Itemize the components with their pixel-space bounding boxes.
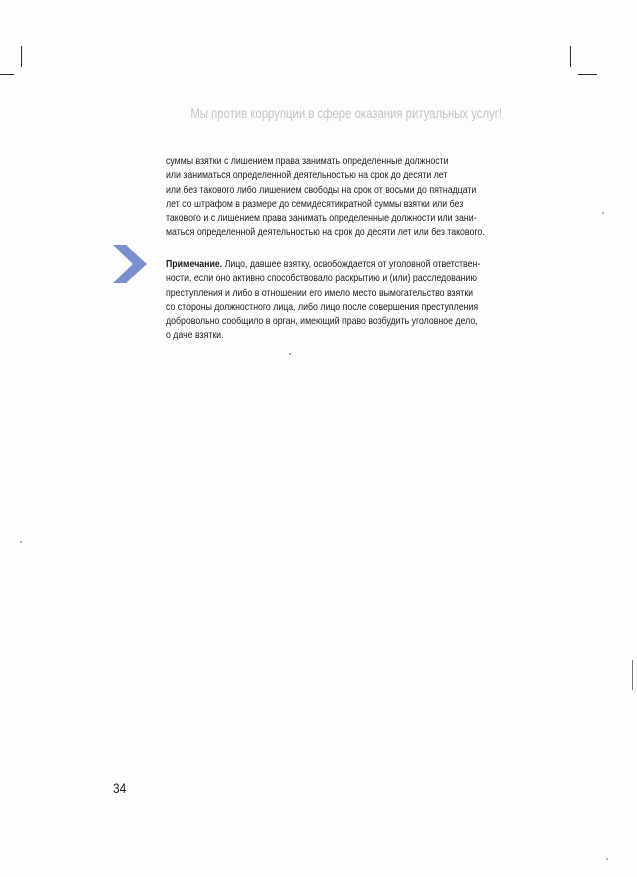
scan-speck [602, 212, 604, 214]
note-line: добровольно сообщило в орган, имеющий право возбудить уголовное дело, [166, 315, 478, 328]
scan-speck [606, 858, 608, 860]
body-paragraph [166, 154, 566, 240]
paragraph-line: такового и с лишением права занимать определенные должности или зани- [166, 212, 477, 225]
note-label: Примечание. [166, 258, 223, 270]
page-number: 34 [113, 780, 127, 796]
paragraph-line: маться определенной деятельностью на срок до десяти лет или без такового. [166, 226, 485, 239]
crop-mark-top-right-vertical [570, 46, 571, 67]
note-line: ности, если оно активно способствовало раскрытию и (или) расследованию [166, 272, 477, 285]
running-title: Мы против коррупции в сфере оказания ритуальных услуг! [190, 106, 502, 121]
scan-speck [20, 541, 22, 543]
scan-speck [289, 353, 291, 355]
paragraph-line: или заниматься определенной деятельностью на срок до десяти лет [166, 169, 448, 182]
note-line: преступления и либо в отношении его имело место вымогательство взятки [166, 286, 474, 299]
crop-mark-top-right-horizontal [578, 74, 597, 75]
note-line: со стороны должностного лица, либо лицо после совершения преступления [166, 300, 479, 313]
note-line [166, 257, 500, 271]
crop-mark-right-edge [632, 660, 633, 690]
crop-mark-top-left-vertical [21, 46, 22, 67]
note-paragraph [166, 257, 566, 343]
note-first-line-text: Лицо, давшее взятку, освобождается от уголовной ответствен- [222, 258, 481, 270]
crop-mark-top-left-horizontal [0, 74, 14, 75]
paragraph-line: или без такового либо лишением свободы на срок от восьми до пятнадцати [166, 183, 477, 196]
paragraph-line: лет со штрафом в размере до семидесятикратной суммы взятки или без [166, 197, 464, 210]
chevron-right-icon [113, 245, 147, 283]
paragraph-line: суммы взятки с лишением права занимать определенные должности [166, 155, 449, 167]
note-line: о даче взятки. [166, 329, 224, 342]
chevron-right-icon-shape [113, 245, 147, 283]
